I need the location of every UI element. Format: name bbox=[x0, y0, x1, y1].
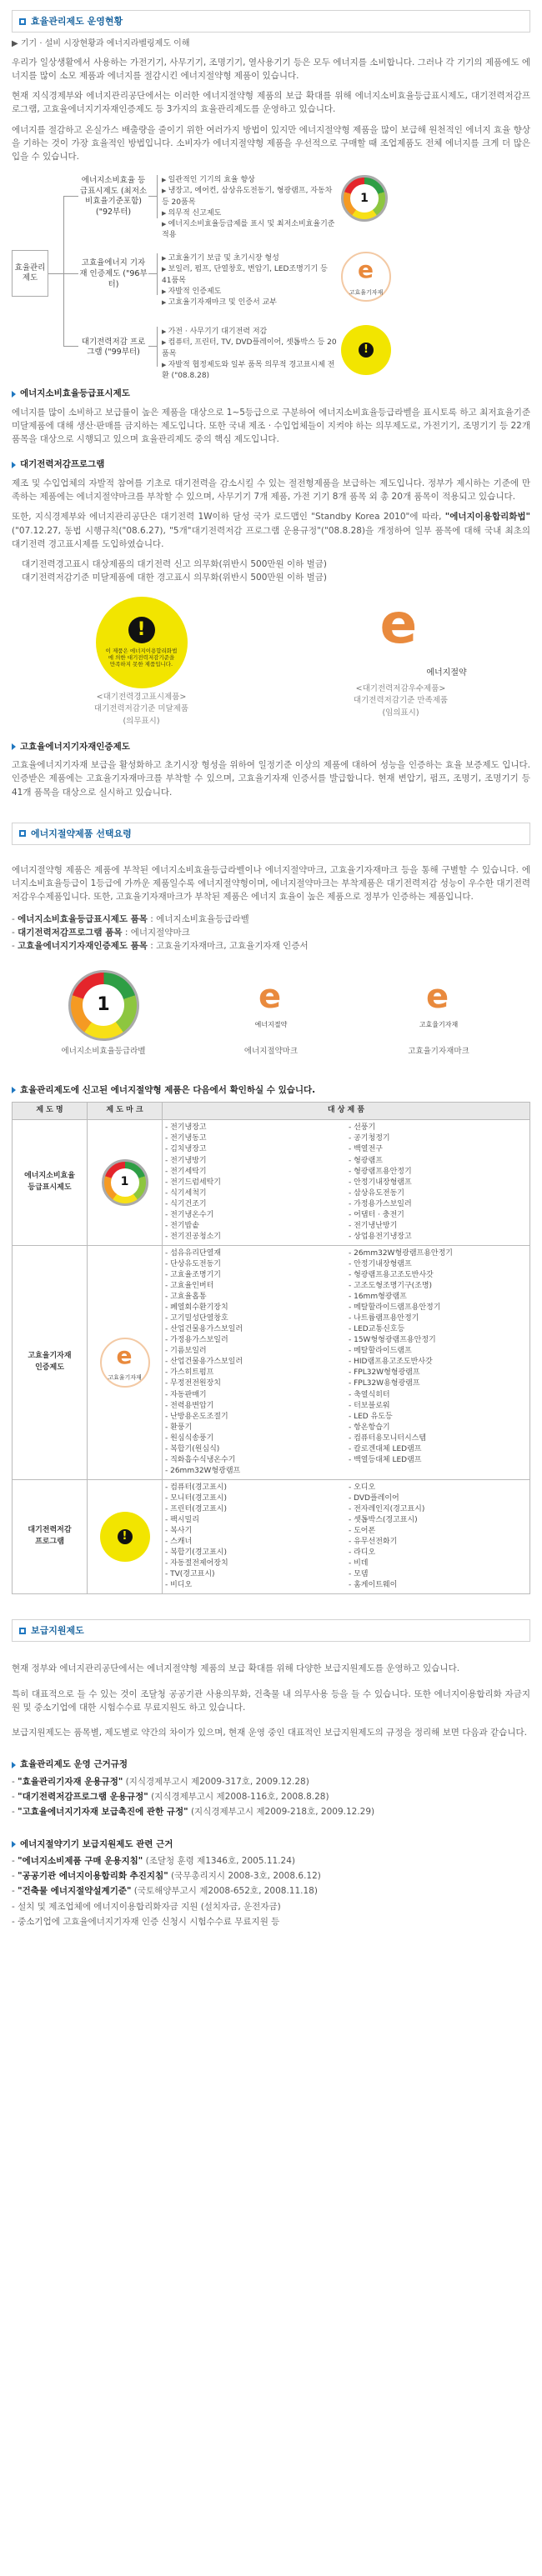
product-item: - DVD플레이어 bbox=[349, 1493, 527, 1504]
product-item: - 비데 bbox=[349, 1558, 527, 1569]
subheading-text: 대기전력저감프로그램 bbox=[20, 459, 105, 470]
product-item: - 산업건물용가스보일러 bbox=[165, 1357, 344, 1368]
paragraph: 에너지절약형 제품은 제품에 부착된 에너지소비효율등급라벨이나 에너지절약마크, 고효율기자재마크 등을 통해 구별할 수 있습니다. 에너지소비효율등급이 1등급에 가까운 제품일수록 에너지절약형이며, 에너지절약마크는 부착제품은 대기전력저감 성능이 우수한 대기전력저감우수제품입니다. 또한, 고효율기자재마크가 부착된 제품은 에너지 효율이 높은 제품으로 정부가 인증하는 제품입니다. bbox=[12, 864, 530, 903]
triangle-bullet-icon bbox=[12, 1841, 16, 1848]
product-item: - 가정용가스보일러 bbox=[165, 1335, 344, 1346]
list-item: - 에너지소비효율등급표시제도 품목 : 에너지소비효율등급라벨 bbox=[12, 913, 249, 924]
product-item: - 터보블로워 bbox=[349, 1401, 527, 1412]
triangle-bullet-icon bbox=[12, 1762, 16, 1768]
product-item: - 식기건조기 bbox=[165, 1199, 344, 1210]
product-item: - 가정용가스보일러 bbox=[349, 1199, 527, 1210]
exclamation: ! bbox=[128, 617, 155, 643]
energy-efficiency-label-icon: 1 bbox=[102, 1159, 148, 1206]
branch-description bbox=[162, 175, 337, 240]
square-bullet-icon bbox=[19, 18, 26, 25]
connector-line bbox=[148, 346, 157, 347]
energy-saving-mark-icon: e 에너지절약 bbox=[242, 980, 300, 1030]
product-item: - 김치냉장고 bbox=[165, 1144, 344, 1155]
product-item: - 고기밀성단열창호 bbox=[165, 1313, 344, 1324]
product-item: - 전기세탁기 bbox=[165, 1167, 344, 1178]
branch-box-standby bbox=[78, 328, 148, 367]
product-item: - 26mm32W형광램프용안정기 bbox=[349, 1248, 527, 1259]
warning-label-icon bbox=[96, 597, 188, 688]
table-row bbox=[13, 1120, 530, 1246]
mark-text: 고효율기자재 bbox=[349, 288, 384, 296]
connector-line bbox=[63, 196, 78, 197]
system-mark-cell bbox=[88, 1245, 163, 1479]
product-item: - 무정전전원장치 bbox=[165, 1378, 344, 1389]
high-efficiency-mark-icon: e 고효율기자재 bbox=[100, 1338, 150, 1388]
product-item: - LED교통신호등 bbox=[349, 1324, 527, 1335]
desc-item: ▶ 자발적 협정제도와 일부 품목 의무적 경고표시제 전환 ("08.8.28) bbox=[162, 360, 337, 382]
product-item: - 고조도형조명기구(조명) bbox=[349, 1281, 527, 1292]
law-item: - "효율관리기자재 운용규정" (지식경제부고시 제2009-317호, 2009.12.28) bbox=[12, 1776, 309, 1787]
products-cell bbox=[163, 1120, 530, 1246]
standby-warning-col bbox=[50, 597, 233, 728]
list-item: 대기전력경고표시 대상제품의 대기전력 신고 의무화(위반시 500만원 이하 벌금) bbox=[22, 559, 328, 570]
triangle-bullet-icon bbox=[12, 743, 16, 750]
product-item: - 전기냉온수기 bbox=[165, 1210, 344, 1221]
caption: (의무표시) bbox=[123, 717, 160, 727]
product-item: - 원심식송풍기 bbox=[165, 1433, 344, 1444]
section-title: 에너지절약제품 선택요령 bbox=[31, 828, 132, 839]
product-item: - 전기냉동고 bbox=[165, 1133, 344, 1144]
product-item: - 메탈할라이드램프용안정기 bbox=[349, 1303, 527, 1313]
standby-warning-label-icon bbox=[341, 325, 391, 375]
paragraph: 고효율에너지기자재 보급을 활성화하고 초기시장 형성을 위하여 일정기준 이상의 제품에 대하여 성능을 인증하는 효율 보증제도 입니다. 인증받은 제품에는 고효율기자재마크를 부착할 수 있으며, 고효율기자재 인증서를 발급합니다. 현재 변압기, 펌프, 조명기, 조명기기 등 41개 품목을 대상으로 실시하고 있습니다. bbox=[12, 760, 530, 798]
product-item: - 전자레인지(경고표시) bbox=[349, 1504, 527, 1515]
product-item: - 컴퓨터(경고표시) bbox=[165, 1483, 344, 1493]
law-detail: 중소기업에 고효율에너지기자재 인증 신청시 시험수수료 무료지원 등 bbox=[18, 1916, 280, 1927]
list-item: 대기전력저감기준 미달제품에 대한 경고표시 의무화(위반시 500만원 이하 벌금) bbox=[22, 573, 328, 583]
high-efficiency-mark-icon: e 고효율기자재 bbox=[409, 980, 468, 1030]
connector-line bbox=[148, 196, 157, 197]
law-item: - "대기전력저감프로그램 운용규정" (지식경제부고시 제2008-116호, 2008.8.28) bbox=[12, 1791, 329, 1802]
product-item: - FPL32W형형광램프 bbox=[349, 1368, 527, 1378]
product-item: - 고효율조명기기 bbox=[165, 1270, 344, 1281]
paragraph: 보급지원제도는 품목별, 제도별로 약간의 차이가 있으며, 현재 운영 중인 대표적인 보급지원제도의 규정을 정리해 보면 다음과 같습니다. bbox=[12, 1728, 527, 1738]
product-item: - 홈게이트웨이 bbox=[349, 1580, 527, 1591]
product-item: - 자동절전제어장치 bbox=[165, 1558, 344, 1569]
paragraph: 현재 정부와 에너지관리공단에서는 에너지절약형 제품의 보급 확대를 위해 다양한 보급지원제도를 운영하고 있습니다. bbox=[12, 1663, 460, 1674]
branch-name: 에너지소비효율 등급표시제도 (최저소비효율기준포함) ("92부터) bbox=[79, 175, 148, 218]
paragraph: 우리가 일상생활에서 사용하는 가전기기, 사무기기, 조명기기, 열사용기기 등은 모두 에너지를 소비합니다. 그러나 각 기기의 제품에도 에너지를 많이 소모 제품과 에너지를 절감시킨 에너지절약형 제품이 있습니다. bbox=[12, 57, 530, 81]
product-item: - 축열식히터 bbox=[349, 1390, 527, 1401]
product-item: - 스캐너 bbox=[165, 1537, 344, 1548]
label-item bbox=[364, 968, 514, 1058]
law-item: - 설치 및 제조업체에 에너지이용합리화자금 지원 (설치자금, 운전자금) bbox=[12, 1901, 281, 1912]
product-item: - 고효율인버터 bbox=[165, 1281, 344, 1292]
law-detail: (조달청 훈령 제1346호, 2005.11.24) bbox=[143, 1855, 295, 1866]
text: 또한, 지식경제부와 에너지관리공단은 대기전력 1W이하 달성 국가 로드맵인 "Standby Korea 2010"에 따라, bbox=[12, 512, 445, 523]
law-detail: 설치 및 제조업체에 에너지이용합리화자금 지원 (설치자금, 운전자금) bbox=[18, 1901, 281, 1912]
desc-item: ▶ 자발적 인증제도 bbox=[162, 287, 337, 298]
label-caption: 에너지소비효율등급라벨 bbox=[61, 1047, 146, 1057]
branch-name: 고효율에너지 기자재 인증제도 ("96부터) bbox=[79, 258, 148, 289]
law-name: "에너지소비제품 구매 운용지침" bbox=[18, 1855, 143, 1866]
column-header: 제 도 명 bbox=[13, 1103, 88, 1120]
product-item: - 오디오 bbox=[349, 1483, 527, 1493]
law-detail: (지식경제부고시 제2008-116호, 2008.8.28) bbox=[148, 1791, 329, 1802]
table-row bbox=[13, 1479, 530, 1593]
subheading-law1 bbox=[12, 1758, 530, 1771]
energy-efficiency-label-icon bbox=[341, 175, 388, 222]
subheading-text: 고효율에너지기자재인증제도 bbox=[20, 741, 130, 752]
item-value: : 고효율기자재마크, 고효율기자재 인증서 bbox=[147, 941, 309, 952]
square-bullet-icon bbox=[19, 1628, 26, 1634]
law-name: "공공기관 에너지이용합리화 추진지침" bbox=[18, 1871, 168, 1882]
standby-warning-label-icon: ! bbox=[100, 1512, 150, 1562]
system-mark-cell bbox=[88, 1120, 163, 1246]
product-item: - HID램프용고조도반사갓 bbox=[349, 1357, 527, 1368]
product-item: - 직화흡수식냉온수기 bbox=[165, 1455, 344, 1466]
system-mark-cell bbox=[88, 1479, 163, 1593]
labels-row bbox=[12, 961, 530, 1065]
label-item bbox=[28, 968, 178, 1058]
e-glyph: e bbox=[358, 256, 374, 284]
section-header-efficiency bbox=[12, 10, 530, 33]
product-item: - 비디오 bbox=[165, 1580, 344, 1591]
caption: (임의표시) bbox=[382, 708, 419, 718]
mark-text: 에너지절약 bbox=[254, 1021, 288, 1029]
connector-line bbox=[63, 196, 64, 346]
standby-labels-row bbox=[12, 591, 530, 728]
caption: <대기전력경고표시제품> bbox=[96, 692, 187, 702]
exclamation: ! bbox=[359, 343, 374, 358]
item-key: 대기전력저감프로그램 품목 bbox=[18, 927, 123, 938]
branch-description bbox=[162, 253, 337, 308]
law-item: - "건축물 에너지절약설계기준" (국토해양부고시 제2008-652호, 2008.11.18) bbox=[12, 1886, 318, 1897]
law-item: - "에너지소비제품 구매 운용지침" (조달청 훈령 제1346호, 2005.11.24) bbox=[12, 1855, 295, 1866]
connector-line bbox=[63, 346, 78, 347]
product-item: - 컴퓨터용모니터시스템 bbox=[349, 1433, 527, 1444]
product-item: - 전력용변압기 bbox=[165, 1401, 344, 1412]
list-item: - 대기전력저감프로그램 품목 : 에너지절약마크 bbox=[12, 927, 190, 938]
label-item bbox=[196, 968, 346, 1058]
desc-item: ▶ 에너지소비효율등급제를 표시 및 최저소비효율기준 적용 bbox=[162, 219, 337, 241]
section-title: 효율관리제도 운영현황 bbox=[31, 16, 123, 27]
law-detail: (지식경제부고시 제2009-317호, 2009.12.28) bbox=[123, 1776, 309, 1787]
product-item: - 나트륨램프용안정기 bbox=[349, 1313, 527, 1324]
product-item: - 안정기내장형램프 bbox=[349, 1178, 527, 1188]
subheading-text: 에너지절약기기 보급지원제도 관련 근거 bbox=[20, 1838, 173, 1849]
grade-number: 1 bbox=[350, 184, 379, 213]
section-header-selection bbox=[12, 823, 530, 845]
law-list bbox=[12, 1775, 530, 1819]
product-item: - 형광램프용안정기 bbox=[349, 1167, 527, 1178]
standby-bullets bbox=[22, 558, 530, 585]
desc-item: ▶ 보일러, 펌프, 단열창호, 변압기, LED조명기기 등 41품목 bbox=[162, 264, 337, 286]
paragraph: 현재 지식경제부와 에너지관리공단에서는 이러한 에너지절약형 제품의 보급 확대를 위해 에너지소비효율등급표시제도, 대기전력저감프로그램, 고효율에너지기자재인증제도 등 3가지의 효율관리제도를 운영하고 있습니다. bbox=[12, 91, 530, 115]
product-item: - 프린터(경고표시) bbox=[165, 1504, 344, 1515]
subheading-text: 에너지소비효율등급표시제도 bbox=[20, 388, 130, 399]
warning-text: 이 제품은 에너지이용합리화법에 의한 대기전력저감기준을 만족하지 못한 제품입니다. bbox=[105, 647, 178, 668]
law-item: - 중소기업에 고효율에너지기자재 인증 신청시 시험수수료 무료지원 등 bbox=[12, 1916, 280, 1927]
product-item: - 안정기내장형램프 bbox=[349, 1259, 527, 1270]
caption: 대기전력저감기준 만족제품 bbox=[353, 696, 449, 706]
system-name-cell: 에너지소비효율 등급표시제도 bbox=[13, 1120, 88, 1246]
bracket-line bbox=[157, 175, 158, 218]
law-name: "대기전력저감프로그램 운용규정" bbox=[18, 1791, 148, 1802]
label-caption: 고효율기자재마크 bbox=[408, 1047, 469, 1057]
product-item: - 기름보일러 bbox=[165, 1346, 344, 1357]
product-item: - 팩시밀리 bbox=[165, 1515, 344, 1526]
subheading-standby bbox=[12, 458, 530, 471]
product-item: - 전기진공청소기 bbox=[165, 1232, 344, 1243]
product-item: - 전기밥솥 bbox=[165, 1221, 344, 1232]
product-item: - 15W형형광램프용안정기 bbox=[349, 1335, 527, 1346]
law-name: "건축물 에너지절약설계기준" bbox=[18, 1886, 132, 1897]
product-item: - 셋톱박스(경고표시) bbox=[349, 1515, 527, 1526]
column-header: 대 상 제 품 bbox=[163, 1103, 530, 1120]
product-item: - 자동판매기 bbox=[165, 1390, 344, 1401]
desc-item: ▶ 가전 · 사무기기 대기전력 저감 bbox=[162, 327, 337, 338]
product-item: - 칼로겐대체 LED램프 bbox=[349, 1444, 527, 1455]
energy-saving-mark-icon bbox=[355, 591, 467, 680]
law-item: - "고효율에너지기자재 보급촉진에 관한 규정" (지식경제부고시 제2009-218호, 2009.12.29) bbox=[12, 1807, 375, 1818]
paragraph: 에너지를 많이 소비하고 보급률이 높은 제품을 대상으로 1~5등급으로 구분하여 에너지소비효율등급라벨을 표시토록 하고 최저효율기준 미달제품에 대해 생산·판매를 금지하는 제도입니다. 또한 국내 제조 · 수입업체들이 지켜야 하는 의무제도로, 가전기기, 조명기기 등 22개 품목을 대상으로 시행되고 있으며 효율관리제도 중의 핵심 제도입니다. bbox=[12, 407, 530, 445]
efficiency-system-diagram bbox=[12, 175, 530, 380]
branch-box-hieff bbox=[78, 255, 148, 293]
product-item: - 단상유도전동기 bbox=[165, 1259, 344, 1270]
paragraph: 제조 및 수입업체의 자발적 참여를 기초로 대기전력을 감소시킬 수 있는 절전형제품을 보급하는 제도입니다. 정부가 제시하는 기준에 만족하는 제품에는 에너지절약마크를 부착할 수 있으며, 사무기기 7개 제품, 가전 기기 8개 품목 외 총 20개 품목이 적용되고 있습니다. bbox=[12, 478, 530, 502]
product-item: - 16mm형광램프 bbox=[349, 1292, 527, 1303]
law-detail: (국무총리지시 2008-3호, 2008.6.12) bbox=[168, 1871, 321, 1882]
square-bullet-icon bbox=[19, 830, 26, 837]
subheading-text: 효율관리제도 운영 근거규정 bbox=[20, 1759, 128, 1770]
paragraph: 특히 대표적으로 들 수 있는 것이 조달청 공공기관 사용의무화, 건축물 내 의무사용 등을 들 수 있습니다. 또한 에너지이용합리화 자금지원 및 중소기업에 대한 시험수수료 무료지원도 하고 있습니다. bbox=[12, 1688, 530, 1713]
product-item: - LED 유도등 bbox=[349, 1412, 527, 1423]
product-item: - 공기청정기 bbox=[349, 1133, 527, 1144]
product-item: - 전기냉방기 bbox=[165, 1156, 344, 1167]
item-value: : 에너지소비효율등급라벨 bbox=[147, 913, 249, 924]
desc-item: ▶ 일관적인 기기의 효율 향상 bbox=[162, 175, 337, 186]
products-table bbox=[12, 1102, 530, 1594]
label-caption: 에너지절약마크 bbox=[243, 1047, 299, 1057]
product-item: - 백열등대체 LED램프 bbox=[349, 1455, 527, 1466]
product-item: - FPL32W용형광램프 bbox=[349, 1378, 527, 1389]
desc-item: ▶ 냉장고, 에어컨, 삼상유도전동기, 형광램프, 자동차 등 20품목 bbox=[162, 186, 337, 208]
product-item: - 전기냉장고 bbox=[165, 1123, 344, 1133]
product-item: - 26mm32W형광램프 bbox=[165, 1466, 344, 1477]
triangle-bullet-icon bbox=[12, 1087, 16, 1093]
section-subtitle: ▶ 기기 · 설비 시장현황과 에너지라벨링제도 이해 bbox=[12, 39, 190, 49]
product-item: - 환풍기 bbox=[165, 1423, 344, 1433]
desc-item: ▶ 고효율기자재마크 및 인증서 교부 bbox=[162, 298, 337, 308]
energy-efficiency-label-icon: 1 bbox=[68, 970, 139, 1041]
subheading-hieff bbox=[12, 740, 530, 753]
bracket-line bbox=[157, 253, 158, 295]
system-name-cell: 고효율기자재 인증제도 bbox=[13, 1245, 88, 1479]
product-item: - 산업건물용가스보일러 bbox=[165, 1324, 344, 1335]
products-cell bbox=[163, 1479, 530, 1593]
high-efficiency-mark-icon bbox=[341, 252, 391, 302]
product-item: - 항온항습기 bbox=[349, 1423, 527, 1433]
product-item: - 식기세척기 bbox=[165, 1188, 344, 1199]
item-key: 에너지소비효율등급표시제도 품목 bbox=[18, 913, 148, 924]
law-name: "고효율에너지기자재 보급촉진에 관한 규정" bbox=[18, 1807, 188, 1818]
paragraph: 에너지를 절감하고 온실가스 배출량을 줄이기 위한 여러가지 방법이 있지만 에너지절약형 제품을 많이 보급해 원천적인 에너지 효율 향상을 기하는 것이 가장 효율적인 방법입니다. 소비자가 에너지절약형 제품을 우선적으로 구매할 때 조업제품도 전체 에너지를 크게 더 많은 입을 수 있습니다. bbox=[12, 124, 530, 163]
mark-text: 에너지절약 bbox=[426, 668, 467, 678]
product-item: - 모니터(경고표시) bbox=[165, 1493, 344, 1504]
branch-name: 대기전력저감 프로그램 ("99부터) bbox=[81, 337, 146, 358]
product-item: - 선풍기 bbox=[349, 1123, 527, 1133]
law-item: - "공공기관 에너지이용합리화 추진지침" (국무총리지시 2008-3호, 2008.6.12) bbox=[12, 1871, 321, 1882]
subheading-energy-label bbox=[12, 387, 530, 400]
table-title-text: 효율관리제도에 신고된 에너지절약형 제품은 다음에서 확인하실 수 있습니다. bbox=[20, 1085, 316, 1096]
standby-energy-saving-col bbox=[309, 591, 493, 720]
product-item: - 어댑터 · 충전기 bbox=[349, 1210, 527, 1221]
product-item: - 난방용온도조절기 bbox=[165, 1412, 344, 1423]
product-item: - 가스히트펌프 bbox=[165, 1368, 344, 1378]
connector-line bbox=[48, 273, 63, 274]
product-item: - 복사기 bbox=[165, 1526, 344, 1537]
table-row bbox=[13, 1245, 530, 1479]
products-cell bbox=[163, 1245, 530, 1479]
desc-item: ▶ 고효율기기 보급 및 초기시장 형성 bbox=[162, 253, 337, 264]
table-header-row bbox=[13, 1103, 530, 1120]
e-glyph: e bbox=[379, 591, 418, 656]
caption: <대기전력저감우수제품> bbox=[355, 683, 446, 693]
subheading-law2 bbox=[12, 1838, 530, 1851]
triangle-bullet-icon bbox=[12, 462, 16, 468]
product-item: - 메탈할라이드램프 bbox=[349, 1346, 527, 1357]
law-list bbox=[12, 1854, 530, 1928]
product-item: - 모뎀 bbox=[349, 1569, 527, 1580]
product-item: - 고효율홉통 bbox=[165, 1292, 344, 1303]
product-item: - 백열전구 bbox=[349, 1144, 527, 1155]
mark-text: 고효율기자재 bbox=[419, 1021, 459, 1029]
table-heading bbox=[12, 1083, 530, 1097]
product-item: - 전기냉난방기 bbox=[349, 1221, 527, 1232]
connector-line bbox=[148, 273, 157, 274]
product-item: - 전기드럼세탁기 bbox=[165, 1178, 344, 1188]
desc-item: ▶ 의무적 신고제도 bbox=[162, 208, 337, 219]
law-name: "에너지이용합리화법" bbox=[444, 512, 530, 523]
section-title: 보급지원제도 bbox=[31, 1625, 84, 1637]
paragraph-standby-law bbox=[12, 510, 530, 551]
product-item: - 형광램프 bbox=[349, 1156, 527, 1167]
selection-list bbox=[12, 913, 530, 953]
connector-line bbox=[63, 273, 78, 274]
product-item: - 라디오 bbox=[349, 1548, 527, 1558]
branch-description bbox=[162, 327, 337, 381]
list-item: - 고효율에너지기자재인증제도 품목 : 고효율기자재마크, 고효율기자재 인증서 bbox=[12, 941, 309, 952]
product-item: - 유무선전화기 bbox=[349, 1537, 527, 1548]
product-item: - 섬유유리단열재 bbox=[165, 1248, 344, 1259]
column-header: 제 도 마 크 bbox=[88, 1103, 163, 1120]
product-item: - 도어폰 bbox=[349, 1526, 527, 1537]
product-item: - 상업용전기냉장고 bbox=[349, 1232, 527, 1243]
product-item: - 복합기(경고표시) bbox=[165, 1548, 344, 1558]
item-key: 고효율에너지기자재인증제도 품목 bbox=[18, 941, 148, 952]
bracket-line bbox=[157, 327, 158, 367]
product-item: - 복합기(원심식) bbox=[165, 1444, 344, 1455]
product-item: - 형광램프용고조도반사갓 bbox=[349, 1270, 527, 1281]
law-detail: (지식경제부고시 제2009-218호, 2009.12.29) bbox=[188, 1807, 375, 1818]
caption: 대기전력저감기준 미달제품 bbox=[93, 704, 189, 714]
section-header-support bbox=[12, 1619, 530, 1642]
law-detail: (국토해양부고시 제2008-652호, 2008.11.18) bbox=[131, 1886, 318, 1897]
text: ("07.12.27, 동법 시행규칙("08.6.27), "5개"대기전력저감 프로그램 운용규정"("08.8.28)을 개정하여 일부 품목에 대해 국내 최초의 대기전력 경고표시제를 도입하였습니다. bbox=[12, 525, 530, 549]
root-label: 효율관리 제도 bbox=[14, 263, 46, 283]
diagram-root-box bbox=[12, 250, 48, 297]
product-item: - TV(경고표시) bbox=[165, 1569, 344, 1580]
product-item: - 폐열회수환기장치 bbox=[165, 1303, 344, 1313]
subtitle-text: 기기 · 설비 시장현황과 에너지라벨링제도 이해 bbox=[20, 39, 190, 49]
branch-box-label-system bbox=[78, 177, 148, 217]
system-name-cell: 대기전력저감 프로그램 bbox=[13, 1479, 88, 1593]
law-name: "효율관리기자재 운용규정" bbox=[18, 1776, 123, 1787]
item-value: : 에너지절약마크 bbox=[122, 927, 190, 938]
product-item: - 삼상유도전동기 bbox=[349, 1188, 527, 1199]
triangle-bullet-icon bbox=[12, 391, 16, 398]
desc-item: ▶ 컴퓨터, 프린터, TV, DVD플레이어, 셋톱박스 등 20품목 bbox=[162, 338, 337, 359]
